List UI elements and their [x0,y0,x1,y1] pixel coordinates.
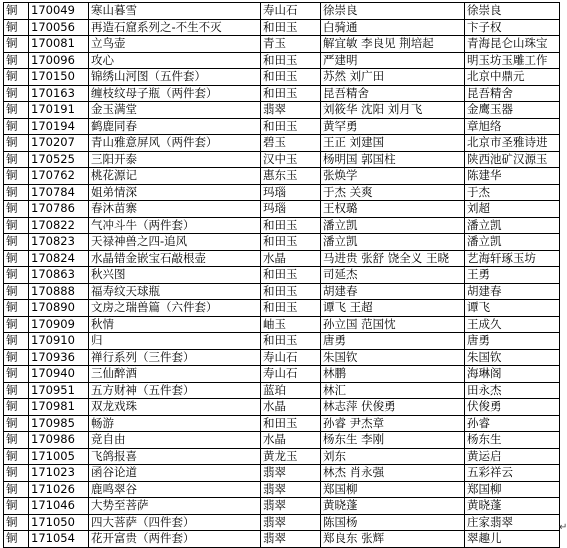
entry-number-cell: 170951 [29,382,89,399]
work-title-cell: 春沐苗寨 [89,201,261,218]
material-cell: 和田玉 [261,333,321,350]
table-row [4,415,560,432]
award-level-cell: 铜 [4,85,29,102]
work-title-cell: 金玉满堂 [89,102,261,119]
material-cell: 惠东玉 [261,168,321,185]
submitter-cell: 翠趣儿 [465,531,560,548]
award-level-cell: 铜 [4,118,29,135]
entry-number-cell: 170191 [29,102,89,119]
material-cell: 水晶 [261,250,321,267]
material-cell: 水晶 [261,399,321,416]
table-row [4,382,560,399]
entry-number-cell: 170525 [29,151,89,168]
submitter-cell: 陕西池矿汉源玉 [465,151,560,168]
creator-cell: 杨东生 李刚 [321,432,465,449]
work-title-cell: 竞自由 [89,432,261,449]
submitter-cell: 海琳阁 [465,366,560,383]
submitter-cell: 徐崇良 [465,3,560,20]
creator-cell: 潘立凯 [321,217,465,234]
table-row [4,52,560,69]
work-title-cell: 四大菩萨（四件套） [89,514,261,531]
entry-number-cell: 170888 [29,283,89,300]
creator-cell: 刘筱华 沈阳 刘月飞 [321,102,465,119]
table-row [4,366,560,383]
submitter-cell: 青海昆仑山珠宝 [465,36,560,53]
award-level-cell: 铜 [4,415,29,432]
material-cell: 汉中玉 [261,151,321,168]
award-level-cell: 铜 [4,300,29,317]
submitter-cell: 黄运启 [465,448,560,465]
table-row [4,69,560,86]
table-row [4,217,560,234]
entry-number-cell: 170823 [29,234,89,251]
award-level-cell: 铜 [4,498,29,515]
table-row [4,300,560,317]
entry-number-cell: 170762 [29,168,89,185]
creator-cell: 郑良东 张辉 [321,531,465,548]
material-cell: 翡翠 [261,465,321,482]
awards-table [3,2,560,548]
creator-cell: 林鹏 [321,366,465,383]
entry-number-cell: 170150 [29,69,89,86]
submitter-cell: 刘超 [465,201,560,218]
entry-number-cell: 170909 [29,316,89,333]
work-title-cell: 三阳开泰 [89,151,261,168]
creator-cell: 刘东 [321,448,465,465]
material-cell: 和田玉 [261,267,321,284]
submitter-cell: 于杰 [465,184,560,201]
creator-cell: 马进贵 张舒 饶全义 王晓 [321,250,465,267]
creator-cell: 林杰 肖永强 [321,465,465,482]
work-title-cell: 秋情 [89,316,261,333]
entry-number-cell: 170096 [29,52,89,69]
award-level-cell: 铜 [4,19,29,36]
award-level-cell: 铜 [4,399,29,416]
creator-cell: 黄晓蓬 [321,498,465,515]
award-level-cell: 铜 [4,234,29,251]
entry-number-cell: 170207 [29,135,89,152]
submitter-cell: 潘立凯 [465,217,560,234]
creator-cell: 潘立凯 [321,234,465,251]
award-level-cell: 铜 [4,201,29,218]
material-cell: 青玉 [261,36,321,53]
table-row [4,531,560,548]
award-level-cell: 铜 [4,250,29,267]
award-level-cell: 铜 [4,349,29,366]
submitter-cell: 谭飞 [465,300,560,317]
award-level-cell: 铜 [4,481,29,498]
work-title-cell: 青山雅意屏风（两件套） [89,135,261,152]
award-level-cell: 铜 [4,36,29,53]
entry-number-cell: 170985 [29,415,89,432]
work-title-cell: 天禄神兽之四-追风 [89,234,261,251]
award-level-cell: 铜 [4,3,29,20]
material-cell: 寿山石 [261,3,321,20]
material-cell: 玛瑙 [261,184,321,201]
award-level-cell: 铜 [4,184,29,201]
award-level-cell: 铜 [4,333,29,350]
creator-cell: 孙立国 范国忱 [321,316,465,333]
award-level-cell: 铜 [4,432,29,449]
work-title-cell: 寒山暮雪 [89,3,261,20]
submitter-cell: 郑国柳 [465,481,560,498]
work-title-cell: 畅游 [89,415,261,432]
award-level-cell: 铜 [4,514,29,531]
creator-cell: 王正 刘建国 [321,135,465,152]
entry-number-cell: 170786 [29,201,89,218]
submitter-cell: 明玉坊玉雕工作 [465,52,560,69]
table-row [4,514,560,531]
award-level-cell: 铜 [4,217,29,234]
material-cell: 和田玉 [261,217,321,234]
creator-cell: 孙睿 尹杰章 [321,415,465,432]
entry-number-cell: 170822 [29,217,89,234]
submitter-cell: 王成久 [465,316,560,333]
material-cell: 蓝珀 [261,382,321,399]
work-title-cell: 水晶错金嵌宝石敲根壶 [89,250,261,267]
award-level-cell: 铜 [4,316,29,333]
work-title-cell: 鹤鹿同春 [89,118,261,135]
material-cell: 翡翠 [261,514,321,531]
table-row [4,102,560,119]
award-level-cell: 铜 [4,168,29,185]
submitter-cell: 金鹰玉器 [465,102,560,119]
work-title-cell: 鹿鸣翠谷 [89,481,261,498]
material-cell: 和田玉 [261,300,321,317]
submitter-cell: 伏俊勇 [465,399,560,416]
table-row [4,201,560,218]
work-title-cell: 花开富贵（两件套） [89,531,261,548]
material-cell: 岫玉 [261,316,321,333]
material-cell: 玛瑙 [261,201,321,218]
table-row [4,151,560,168]
submitter-cell: 五彩祥云 [465,465,560,482]
table-row [4,85,560,102]
work-title-cell: 大势至菩萨 [89,498,261,515]
creator-cell: 昆吾精舍 [321,85,465,102]
table-row [4,3,560,20]
creator-cell: 杨明国 郭国柱 [321,151,465,168]
entry-number-cell: 171046 [29,498,89,515]
award-level-cell: 铜 [4,102,29,119]
entry-number-cell: 170986 [29,432,89,449]
award-level-cell: 铜 [4,283,29,300]
entry-number-cell: 170049 [29,3,89,20]
creator-cell: 林汇 [321,382,465,399]
material-cell: 和田玉 [261,52,321,69]
material-cell: 翡翠 [261,531,321,548]
work-title-cell: 文房之瑞兽篇（六件套） [89,300,261,317]
submitter-cell: 朱国钦 [465,349,560,366]
submitter-cell: 庄家翡翠 [465,514,560,531]
award-level-cell: 铜 [4,448,29,465]
material-cell: 和田玉 [261,85,321,102]
material-cell: 和田玉 [261,415,321,432]
table-row [4,19,560,36]
submitter-cell: 昆吾精舍 [465,85,560,102]
award-level-cell: 铜 [4,52,29,69]
work-title-cell: 福寿纹天球瓶 [89,283,261,300]
entry-number-cell: 171054 [29,531,89,548]
entry-number-cell: 170981 [29,399,89,416]
table-row [4,432,560,449]
material-cell: 和田玉 [261,19,321,36]
material-cell: 和田玉 [261,283,321,300]
creator-cell: 林志萍 伏俊勇 [321,399,465,416]
entry-number-cell: 170056 [29,19,89,36]
table-row [4,333,560,350]
table-row [4,481,560,498]
work-title-cell: 气冲斗牛（两件套） [89,217,261,234]
entry-number-cell: 170081 [29,36,89,53]
entry-number-cell: 170784 [29,184,89,201]
award-level-cell: 铜 [4,151,29,168]
work-title-cell: 锦绣山河图（五件套） [89,69,261,86]
creator-cell: 严建明 [321,52,465,69]
work-title-cell: 三仙醉酒 [89,366,261,383]
table-row [4,36,560,53]
work-title-cell: 立鸟壶 [89,36,261,53]
entry-number-cell: 170910 [29,333,89,350]
table-row [4,250,560,267]
creator-cell: 于杰 关爽 [321,184,465,201]
work-title-cell: 飞鸽报喜 [89,448,261,465]
table-row [4,283,560,300]
creator-cell: 王权璐 [321,201,465,218]
material-cell: 水晶 [261,432,321,449]
entry-number-cell: 170163 [29,85,89,102]
award-level-cell: 铜 [4,465,29,482]
material-cell: 和田玉 [261,234,321,251]
creator-cell: 唐勇 [321,333,465,350]
work-title-cell: 缠枝纹母子瓶（两件套） [89,85,261,102]
submitter-cell: 潘立凯 [465,234,560,251]
submitter-cell: 王勇 [465,267,560,284]
submitter-cell: 胡建春 [465,283,560,300]
table-row [4,135,560,152]
material-cell: 和田玉 [261,69,321,86]
awards-table-body [4,3,560,548]
work-title-cell: 桃花源记 [89,168,261,185]
submitter-cell: 北京市圣雅诗进 [465,135,560,152]
table-row [4,448,560,465]
table-row [4,118,560,135]
creator-cell: 张焕学 [321,168,465,185]
entry-number-cell: 171026 [29,481,89,498]
award-level-cell: 铜 [4,366,29,383]
entry-number-cell: 170824 [29,250,89,267]
table-row [4,399,560,416]
paragraph-return-mark: ↵ [559,522,567,533]
material-cell: 寿山石 [261,349,321,366]
award-level-cell: 铜 [4,531,29,548]
material-cell: 黄龙玉 [261,448,321,465]
work-title-cell: 攻心 [89,52,261,69]
work-title-cell: 归 [89,333,261,350]
entry-number-cell: 170940 [29,366,89,383]
creator-cell: 苏然 刘广田 [321,69,465,86]
work-title-cell: 再造石窟系列之-不生不灭 [89,19,261,36]
submitter-cell: 北京中鼎元 [465,69,560,86]
creator-cell: 解宜敏 李良见 荆培起 [321,36,465,53]
creator-cell: 司延杰 [321,267,465,284]
submitter-cell: 艺海轩琢玉坊 [465,250,560,267]
entry-number-cell: 171023 [29,465,89,482]
material-cell: 和田玉 [261,118,321,135]
material-cell: 翡翠 [261,102,321,119]
creator-cell: 谭飞 王超 [321,300,465,317]
creator-cell: 白骑通 [321,19,465,36]
table-row [4,234,560,251]
award-level-cell: 铜 [4,135,29,152]
submitter-cell: 杨东生 [465,432,560,449]
creator-cell: 郑国柳 [321,481,465,498]
creator-cell: 胡建春 [321,283,465,300]
submitter-cell: 唐勇 [465,333,560,350]
table-row [4,267,560,284]
entry-number-cell: 171005 [29,448,89,465]
submitter-cell: 卞子权 [465,19,560,36]
entry-number-cell: 171050 [29,514,89,531]
creator-cell: 黄罕勇 [321,118,465,135]
submitter-cell: 黄晓蓬 [465,498,560,515]
award-level-cell: 铜 [4,267,29,284]
entry-number-cell: 170890 [29,300,89,317]
creator-cell: 朱国钦 [321,349,465,366]
entry-number-cell: 170194 [29,118,89,135]
work-title-cell: 双龙戏珠 [89,399,261,416]
material-cell: 翡翠 [261,481,321,498]
table-row [4,168,560,185]
table-row [4,184,560,201]
work-title-cell: 函谷论道 [89,465,261,482]
entry-number-cell: 170936 [29,349,89,366]
work-title-cell: 秋兴图 [89,267,261,284]
material-cell: 寿山石 [261,366,321,383]
table-row [4,498,560,515]
submitter-cell: 章旭络 [465,118,560,135]
award-level-cell: 铜 [4,69,29,86]
entry-number-cell: 170863 [29,267,89,284]
award-level-cell: 铜 [4,382,29,399]
table-row [4,349,560,366]
creator-cell: 陈国杨 [321,514,465,531]
submitter-cell: 田永杰 [465,382,560,399]
work-title-cell: 禅行系列（三件套） [89,349,261,366]
submitter-cell: 孙睿 [465,415,560,432]
table-row [4,316,560,333]
work-title-cell: 五方财神（五件套） [89,382,261,399]
work-title-cell: 姐弟情深 [89,184,261,201]
submitter-cell: 陈建华 [465,168,560,185]
material-cell: 翡翠 [261,498,321,515]
creator-cell: 徐崇良 [321,3,465,20]
material-cell: 碧玉 [261,135,321,152]
table-row [4,465,560,482]
